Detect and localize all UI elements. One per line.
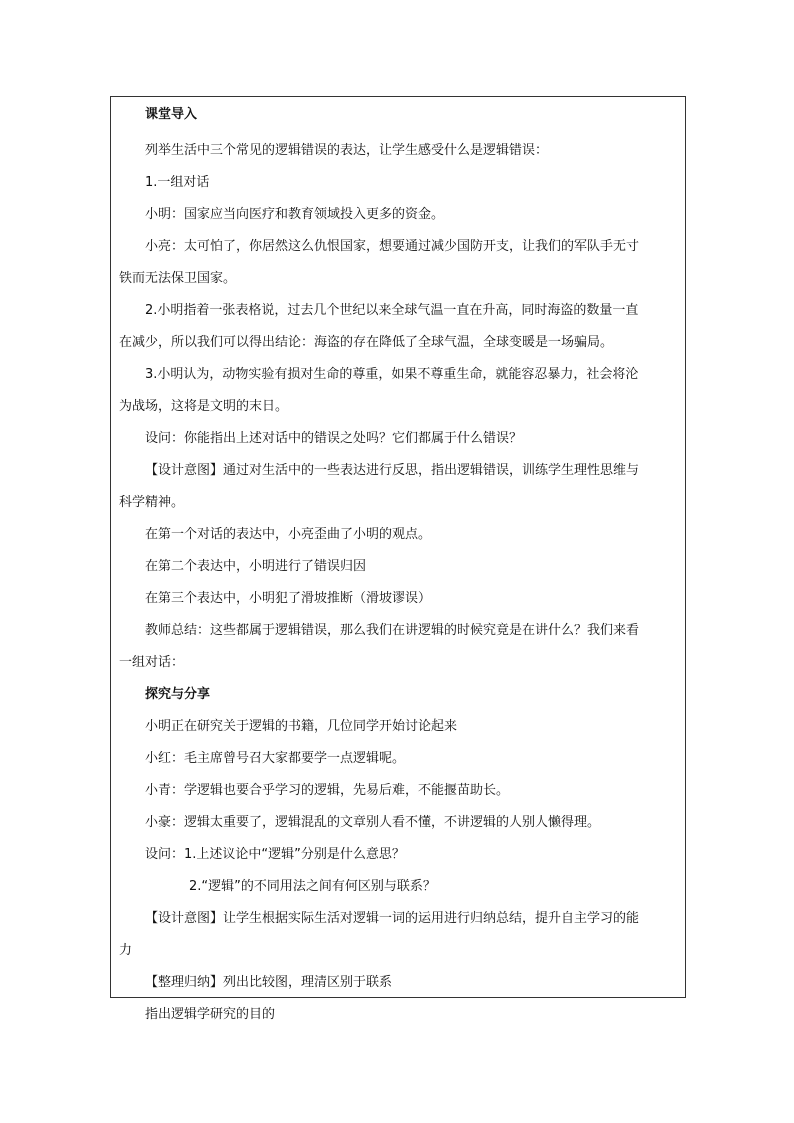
paragraph: 教师总结：这些都属于逻辑错误，那么我们在讲逻辑的时候究竟是在讲什么？我们来看	[145, 623, 640, 638]
design-intent: 【设计意图】让学生根据实际生活对逻辑一词的运用进行归纳总结，提升自主学习的能	[145, 911, 640, 926]
lesson-cell	[111, 97, 685, 1022]
paragraph: 2.小明指着一张表格说，过去几个世纪以来全球气温一直在升高，同时海盗的数量一直	[145, 303, 639, 318]
paragraph: 小明：国家应当向医疗和教育领域投入更多的资金。	[145, 207, 445, 222]
section-heading-intro: 课堂导入	[145, 107, 198, 122]
paragraph: 小红：毛主席曾号召大家都要学一点逻辑呢。	[145, 751, 406, 766]
paragraph: 小亮：太可怕了，你居然这么仇恨国家，想要通过减少国防开支，让我们的军队手无寸	[145, 239, 640, 254]
paragraph: 在第三个表达中，小明犯了滑坡推断（滑坡谬误）	[145, 591, 432, 606]
paragraph-continuation: 在减少，所以我们可以得出结论：海盗的存在降低了全球气温，全球变暖是一场骗局。	[119, 335, 614, 350]
paragraph: 小明正在研究关于逻辑的书籍，几位同学开始讨论起来	[145, 719, 458, 734]
paragraph: 设问：1.上述议论中“逻辑”分别是什么意思？	[145, 847, 405, 862]
paragraph: 在第二个表达中，小明进行了错误归因	[145, 559, 367, 574]
paragraph: 3.小明认为，动物实验有损对生命的尊重，如果不尊重生命，就能容忍暴力，社会将沦	[145, 367, 639, 382]
paragraph: 1.一组对话	[145, 175, 210, 190]
paragraph: 在第一个对话的表达中，小亮歪曲了小明的观点。	[145, 527, 432, 542]
paragraph-continuation: 科学精神。	[119, 495, 185, 510]
design-intent: 【设计意图】通过对生活中的一些表达进行反思，指出逻辑错误，训练学生理性思维与	[145, 463, 640, 478]
lesson-table	[110, 96, 686, 1022]
paragraph-continuation: 一组对话：	[119, 655, 185, 670]
paragraph-continuation: 力	[119, 943, 133, 958]
paragraph: 小青：学逻辑也要合乎学习的逻辑，先易后难，不能揠苗助长。	[145, 783, 510, 798]
summary: 【整理归纳】列出比较图，理清区别于联系	[145, 975, 393, 990]
paragraph-continuation: 为战场，这将是文明的末日。	[119, 399, 289, 414]
paragraph: 列举生活中三个常见的逻辑错误的表达，让学生感受什么是逻辑错误：	[145, 143, 549, 158]
paragraph: 指出逻辑学研究的目的	[145, 1007, 276, 1022]
section-heading-explore: 探究与分享	[145, 687, 211, 702]
paragraph: 2.“逻辑”的不同用法之间有何区别与联系？	[189, 879, 436, 894]
paragraph-continuation: 铁而无法保卫国家。	[119, 271, 237, 286]
paragraph: 设问：你能指出上述对话中的错误之处吗？它们都属于什么错误？	[145, 431, 523, 446]
paragraph: 小豪：逻辑太重要了，逻辑混乱的文章别人看不懂，不讲逻辑的人别人懒得理。	[145, 815, 601, 830]
